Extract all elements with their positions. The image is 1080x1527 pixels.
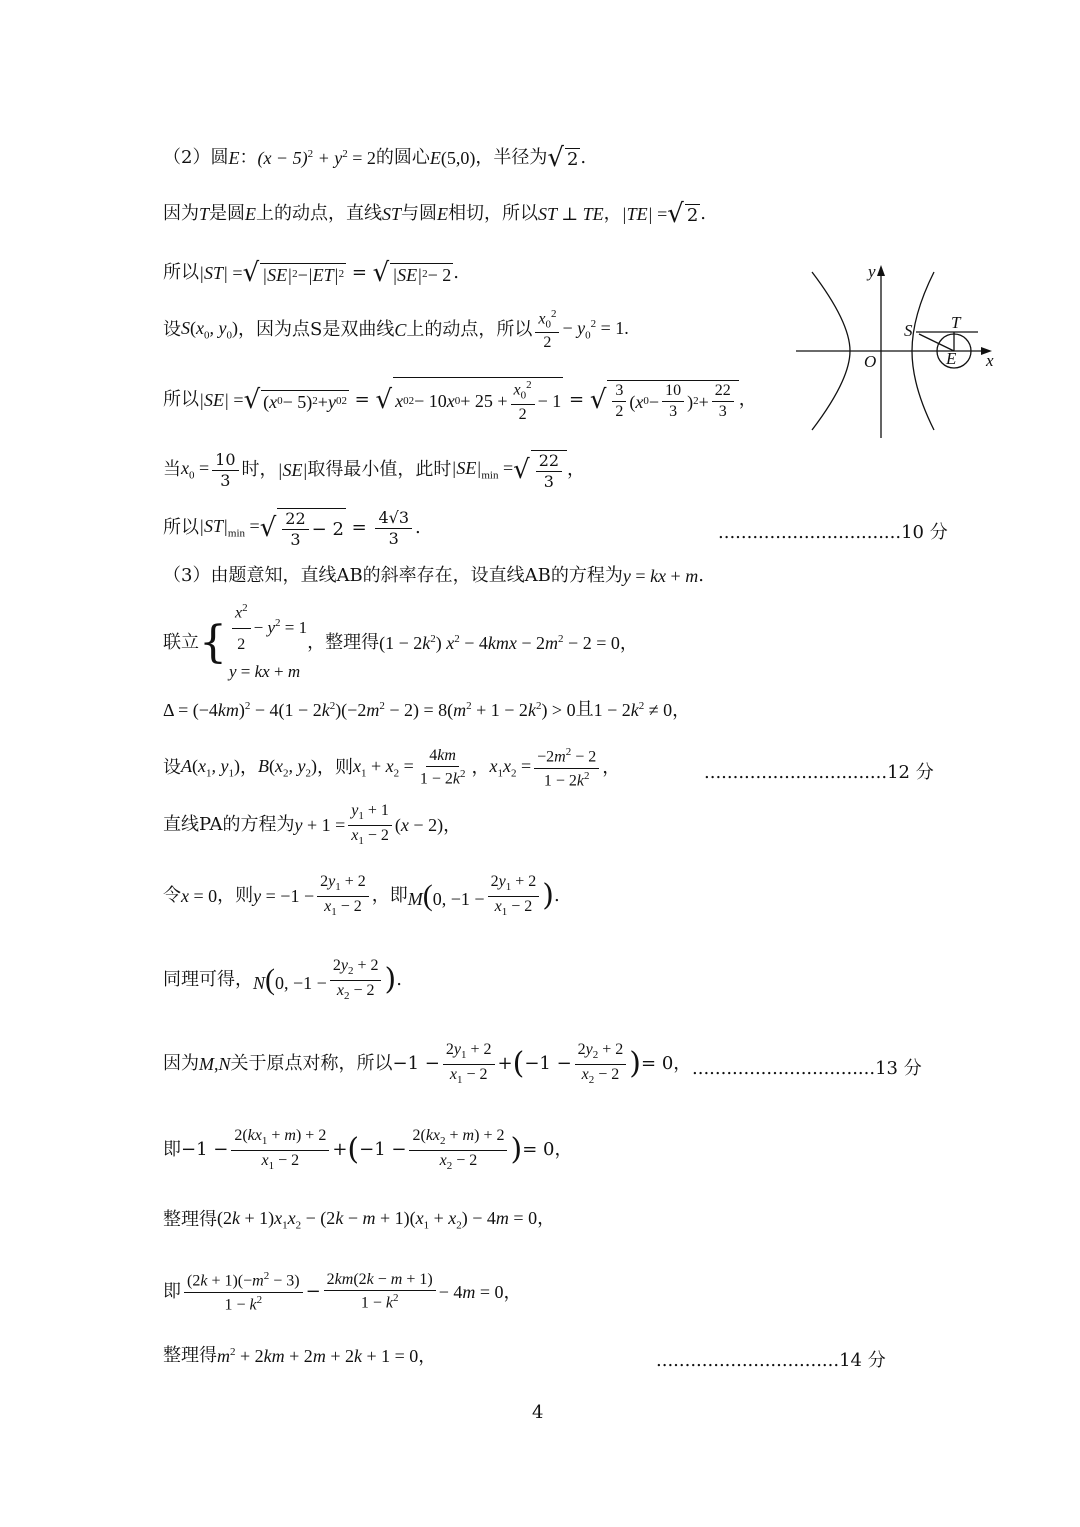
math-E: E <box>228 148 240 168</box>
eq-zero: = 0， <box>641 1053 692 1074</box>
label-x: x <box>986 351 994 370</box>
line-18 <box>163 1262 522 1322</box>
colon: ： <box>239 147 258 168</box>
te-length: |TE| = <box>621 204 668 224</box>
fraction: $\frac{4km}{1 - 2k^2}$ <box>419 747 466 788</box>
label-s: S <box>904 321 913 340</box>
sqrt-2: √ 2 <box>667 199 699 229</box>
page-number: 4 <box>532 1402 544 1423</box>
text: 所以 <box>163 517 199 538</box>
sqrt-expr: √ $\frac{3}{2}$ ( x 0 − $\frac{10}{3}$ ) 2 + $\frac{22}{3}$ <box>590 380 739 420</box>
label-o: O <box>864 352 877 371</box>
period: . <box>396 969 402 990</box>
y-arrow-icon <box>877 265 885 276</box>
text: 取得最小值，此时 <box>307 459 452 480</box>
minus-one: −1 − <box>181 1139 229 1160</box>
sqrt-expr: √ $\frac{22}{3}$ <box>513 450 567 490</box>
text: 关于原点对称，所以 <box>230 1053 393 1074</box>
minus: − <box>305 1281 321 1302</box>
paren: ) <box>542 878 554 913</box>
line-1 <box>163 128 586 188</box>
line-2 <box>163 184 706 244</box>
x-eq-0: x = 0 <box>181 886 218 906</box>
text: 所以 <box>163 262 199 283</box>
line-13 <box>163 866 560 926</box>
text: 直线PA的方程为 <box>163 814 295 835</box>
text: 是圆 <box>209 203 246 224</box>
point-S: $S(x_0$, $y_0$) <box>181 317 238 342</box>
final-eq: $m^2 + 2km + 2m + 2k + 1 = 0$， <box>217 1346 437 1366</box>
fraction: $\frac{4√3}{3}$ <box>375 510 412 547</box>
nonzero-condition: $1 - 2k^2 \ne 0$， <box>593 700 691 720</box>
comma: ， <box>567 459 586 480</box>
fraction: $\frac{2km(2k - m + 1)}{1 - k^2}$ <box>324 1272 436 1311</box>
line-3 <box>163 243 459 303</box>
text: 设 <box>163 757 181 778</box>
quadratic: $(1 - 2k^2)$ $x^2 - 4kmx - 2m^2 - 2 = 0$， <box>379 633 638 653</box>
center-point: E(5,0) <box>429 148 476 168</box>
text: 上的动点，所以 <box>406 319 533 340</box>
minus-one: −1 − <box>392 1053 440 1074</box>
vieta-sum: $x_1 + x_2$ = <box>353 755 414 780</box>
pa-lhs: y + 1 = <box>294 815 346 835</box>
discriminant: $\Delta = (-4km)^2 - 4(1 - 2k^2)(-2m^2 - 2) = 8(m^2 + 1 - 2k^2) > 0$ <box>163 700 576 720</box>
text: ，整理得 <box>307 632 380 653</box>
mn: M,N <box>199 1054 231 1074</box>
fraction: $\frac{(2k + 1)(-m^2 - 3)}{1 - k^2}$ <box>184 1271 303 1313</box>
expanded-eq: $(2k + 1)x_1x_2 - (2k - m + 1)(x_1 + x_2) - 4m = 0$， <box>217 1207 556 1232</box>
label-t: T <box>951 313 961 332</box>
score-13: ................................13 分 <box>692 1058 922 1079</box>
fraction: $\frac{10}{3}$ <box>212 452 238 489</box>
line-equation: y = kx + m <box>622 566 699 586</box>
line-19 <box>163 1326 436 1386</box>
period: . <box>415 517 421 538</box>
equals: = <box>348 389 376 410</box>
score-12: ................................12 分 <box>704 762 934 783</box>
st-expr: |ST| = <box>199 263 243 283</box>
fraction: $\frac{2y_1 + 2}{x_1 - 2}$ <box>317 874 369 917</box>
sqrt-expr: √ ( x 0 − 5) 2 + y 0 2 <box>243 385 347 415</box>
text: 与圆 <box>401 203 438 224</box>
text: 且 <box>575 699 594 720</box>
equation-system: $\frac{x^2}{2}$ − $y^2 = 1$ y = kx + m <box>229 599 307 688</box>
line-11 <box>163 738 620 798</box>
text: 的圆心 <box>375 147 430 168</box>
comma: ， <box>240 757 258 778</box>
text: 令 <box>163 885 181 906</box>
hyperbola-figure <box>788 262 1010 442</box>
line-14 <box>163 950 402 1010</box>
text: ，因为点S是双曲线 <box>238 319 395 340</box>
text: ，即 <box>371 885 408 906</box>
line-5 <box>163 370 757 430</box>
minus-one: −1 − <box>359 1139 407 1160</box>
point-M: M(0, −1 − <box>407 879 485 912</box>
sqrt-expr: √ $\frac{22}{3}$ − 2 <box>259 509 344 549</box>
math-ST: ST <box>382 204 402 224</box>
vieta-product: $x_1x_2$ = <box>489 755 532 780</box>
circle-equation: $(x - 5)^2 + y^2 = 2$ <box>257 148 376 168</box>
point-A: $A(x_1$, $y_1$) <box>181 755 240 780</box>
score-14: ................................14 分 <box>656 1350 886 1371</box>
score-10: ................................10 分 <box>718 522 948 543</box>
plus: + <box>497 1053 513 1074</box>
sqrt-expr: √ |SE| 2 − 2 <box>372 258 452 288</box>
text: 当 <box>163 459 181 480</box>
text: 设 <box>163 319 181 340</box>
comma: ， <box>738 389 757 410</box>
math-E: E <box>245 204 257 224</box>
paren: ) <box>510 1132 523 1167</box>
y-eq: y = −1 − <box>253 886 315 906</box>
text: 联立 <box>163 632 199 653</box>
text: 整理得 <box>163 1345 217 1366</box>
equals: = <box>563 389 590 410</box>
fraction: $\frac{2y_2 + 2}{x_2 - 2}$ <box>575 1042 627 1085</box>
math-E: E <box>437 204 449 224</box>
plus: + <box>332 1139 348 1160</box>
fraction: $\frac{2y_2 + 2}{x_2 - 2}$ <box>330 958 382 1001</box>
st-min: $|ST|_{min}$ = <box>199 515 260 540</box>
equals: = <box>345 517 373 538</box>
text: （2）圆 <box>163 147 229 168</box>
text: 因为 <box>163 1053 199 1074</box>
sqrt-expr: √ |SE| 2 − |ET| 2 <box>242 258 345 288</box>
fraction: $\frac{2(kx_2 + m) + 2}{x_2 - 2}$ <box>409 1128 507 1171</box>
fraction: $\frac{y_1 + 1}{x_1 - 2}$ <box>348 803 392 846</box>
x0-eq: $x_0$ = <box>181 457 210 482</box>
paren: ( <box>347 1132 360 1167</box>
text: 上的动点，直线 <box>256 203 383 224</box>
period: . <box>580 147 587 168</box>
period: . <box>553 885 560 906</box>
text: 即 <box>163 1281 181 1302</box>
paren: ) <box>629 1046 642 1081</box>
text: 所以 <box>163 389 199 410</box>
line-4 <box>163 300 629 360</box>
label-e: E <box>946 349 957 368</box>
text: （3）由题意知，直线AB的斜率存在，设直线AB的方程为 <box>163 565 623 586</box>
label-y: y <box>868 262 876 281</box>
se-min: $|SE|_{min}$ = <box>451 457 514 482</box>
comma: ， <box>471 757 490 778</box>
line-16 <box>163 1120 572 1180</box>
perp-relation: ST ⊥ TE <box>538 204 604 224</box>
period: . <box>698 565 704 586</box>
text: ，则 <box>217 885 254 906</box>
math-T: T <box>199 204 210 224</box>
pa-rhs: (x − 2)， <box>394 815 462 835</box>
paren: ( <box>512 1046 525 1081</box>
se-expr: |SE| = <box>199 390 244 410</box>
sqrt-2: √ 2 <box>547 143 579 173</box>
line-10 <box>163 680 690 740</box>
line-8 <box>163 546 704 606</box>
period: . <box>700 203 706 224</box>
fraction: $\frac{2y_1 + 2}{x_1 - 2}$ <box>443 1042 495 1085</box>
text: 因为 <box>163 203 199 224</box>
fraction: $\frac{x_0^2}{2}$ <box>535 309 559 352</box>
math-C: C <box>394 320 407 340</box>
fraction: $\frac{2(kx_1 + m) + 2}{x_1 - 2}$ <box>231 1128 329 1171</box>
text: 整理得 <box>163 1209 217 1230</box>
sqrt-expr: √ x 0 2 − 10 x 0 + 25 + $\frac{x_0^2}{2}$ − 1 <box>375 379 562 423</box>
brace: { <box>199 617 227 668</box>
se-abs: |SE| <box>277 460 308 480</box>
text: ，半径为 <box>475 147 548 168</box>
text: 相切，所以 <box>448 203 539 224</box>
comma: ， <box>602 757 621 778</box>
tail: − 4m = 0， <box>438 1282 522 1302</box>
minus-one: −1 − <box>524 1053 572 1074</box>
eq-zero: = 0， <box>522 1139 573 1160</box>
period: . <box>453 262 460 283</box>
text: 时， <box>241 459 278 480</box>
fraction: $\frac{2y_1 + 2}{x_1 - 2}$ <box>488 874 540 917</box>
point-N: N(0, −1 − <box>253 963 327 996</box>
line-6 <box>163 440 585 500</box>
paren: ) <box>384 962 397 997</box>
line-12 <box>163 795 461 855</box>
text: 即 <box>163 1139 181 1160</box>
hyperbola-rest: − $y_0^2 = 1$. <box>562 317 629 342</box>
line-9 <box>163 601 638 682</box>
fraction: $\frac{-2m^2 - 2}{1 - 2k^2}$ <box>534 747 599 789</box>
text: ，则 <box>317 757 353 778</box>
point-B: $B(x_2$, $y_2$) <box>258 755 317 780</box>
equals: = <box>346 262 373 283</box>
comma: ， <box>603 203 622 224</box>
line-15 <box>163 1034 691 1094</box>
text: 同理可得， <box>163 969 253 990</box>
line-17 <box>163 1190 555 1250</box>
